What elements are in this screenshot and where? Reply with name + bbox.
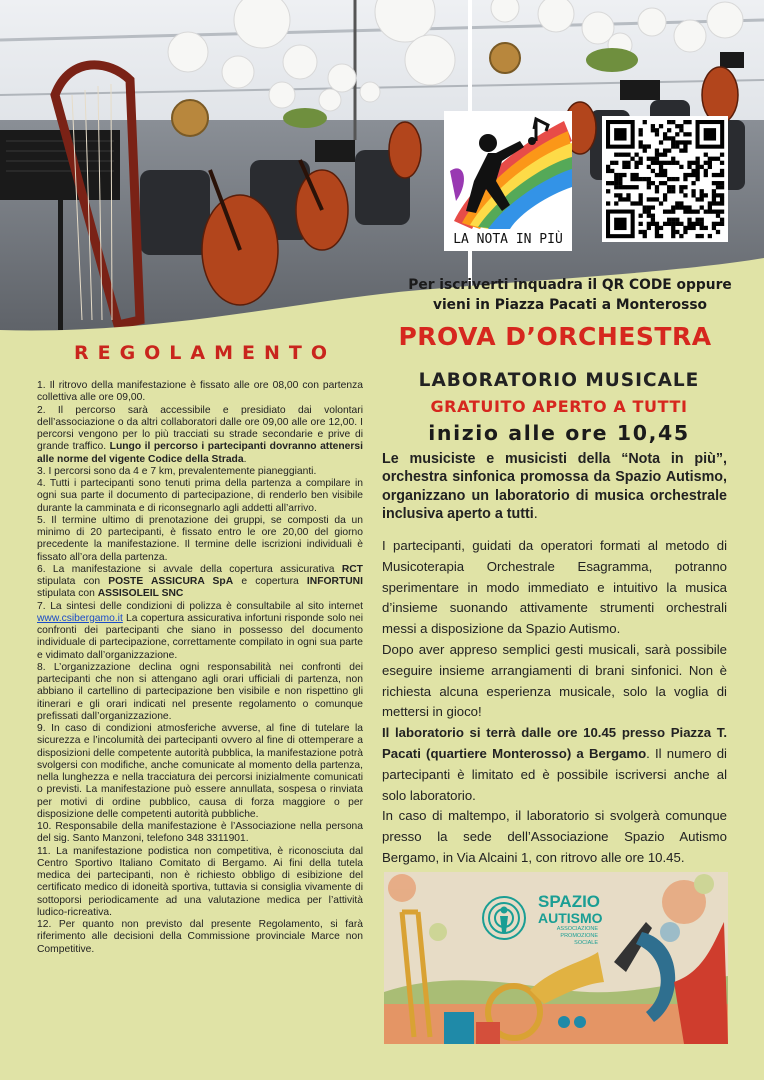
rule-item: 9. In caso di condizioni atmosferiche avverse, al fine di tutelare la sicurezza e l’incolumità dei partecipanti ovvero al fine di ottemperare a disposizioni delle competente autorità pubblica, la manifestazione potrà svolgersi con modifiche, anche comunicate al momento della partenza, nella lunghezza e nella tracciatura dei percorsi inizialmente comunicati o previsti. La manifestazione può essere annullata, sospesa o rinviata per motivi di ordine pubblico, causa di forza maggiore o per disposizione delle competenti autorità pubbliche. [37,723,363,820]
subscribe-instructions [385,275,755,315]
laboratorio-description [382,536,727,869]
rule-item: 8. L’organizzazione declina ogni responsabilità nei confronti dei partecipanti che non si attengano agli orari ufficiali di partenza, non abbiano il cartellino di partecipazione ben visibile e non rispettino gli itinerari e gli orari indicati nel presente regolamento o comunque prefissati dall’organizzazione. [37,661,363,722]
spazio-autismo-emblem-icon [480,894,528,942]
rule-item: 5. Il termine ultimo di prenotazione dei gruppi, se composti da un minimo di 20 partecipanti, è fissato entro le ore 20,00 del giorno precedente la manifestazione. Il termine delle iscrizioni individuali è fissato all’ora della partenza. [37,514,363,563]
rule-item: 11. La manifestazione podistica non competitiva, è riconosciuta dal Centro Sportivo Italiano Comitato di Bergamo. Ai fini della tutela medica dei partecipanti, non è richiesto obbligo di esibizione del certificato medico di idoneità sportiva, tuttavia si consiglia vivamente di sottoporsi periodicamente ad una valutazione medica per l’attività ludico-ricreativa. [37,845,363,918]
rule-item: 3. I percorsi sono da 4 e 7 km, prevalentemente pianeggianti. [37,465,317,477]
laboratorio-intro: Le musiciste e musicisti della “Nota in più”, orchestra sinfonica promossa da Spazio Autismo, organizzano un laboratorio di musica orchestrale inclusiva aperto a tutti. [382,451,727,522]
logo-text: LA NOTA IN PIÙ [453,232,563,247]
laboratorio-subtitle: GRATUITO APERTO A TUTTI [430,397,688,416]
rule-item: 6. La manifestazione si avvale della copertura assicurativa RCT stipulata con POSTE ASSICURA SpA e copertura INFORTUNI stipulata con ASSISOLEIL SNC [37,563,363,600]
logo-figure-icon [444,111,572,229]
event-title: PROVA D’ORCHESTRA [398,322,712,351]
rule-item: 12. Per quanto non previsto dal presente Regolamento, si farà riferimento alle decisioni della Commissione provinciale Marce non Competitive. [37,919,363,955]
spazio-name-1: SPAZIO [538,892,601,911]
la-nota-in-piu-logo [444,111,572,251]
regolamento-title: REGOLAMENTO [73,342,337,364]
rule-item: 2. Il percorso sarà accessibile e presidiato dai volontari dell’associazione o da altri collaboratori dalle ore 09,00 alle ore 12,00. I percorsi vengono per lo più tracciati su strade secondarie e prive di grande traffico. Lungo il percorso i partecipanti dovranno attenersi alle norme del vigente Codice della Strada. [37,404,363,465]
spazio-name-2: AUTISMO [538,910,603,926]
laboratorio-title: LABORATORIO MUSICALE [418,370,700,391]
paragraph: In caso di maltempo, il laboratorio si svolgerà comunque presso la sede dell’Associazione Spazio Autismo Bergamo, in Via Alcaini 1, con ritrovo alle ore 10.45. [382,808,727,865]
regolamento-list [37,380,363,956]
qr-code-icon [602,116,728,242]
paragraph: I partecipanti, guidati da operatori formati al metodo di Musicoterapia Orchestrale Esagramma, potranno sperimentare in modo immediato e intuitivo la musica d’insieme suonando attivamente strumenti orchestrali messi a disposizione da Spazio Autismo. [382,538,727,637]
rule-item: 10. Responsabile della manifestazione è l’Associazione nella persona del sig. Santo Manzoni, telefono 348 3311901. [37,821,363,845]
spazio-tagline-2: PROMOZIONE SOCIALE [560,933,598,946]
rule-item: 4. Tutti i partecipanti sono tenuti prima della partenza a compilare in ogni sua parte il documento di partecipazione, di renderlo ben visibile durante la camminata e di riconsegnarlo agli addetti all’arrivo. [37,478,363,514]
subscribe-line-2: vieni in Piazza Pacati a Monterosso [432,297,708,313]
laboratorio-time: inizio alle ore 10,45 [428,421,690,445]
spazio-tagline-1: ASSOCIAZIONE [556,926,598,932]
subscribe-line-1: Per iscriverti inquadra il QR CODE oppure [408,277,732,293]
paragraph: Dopo aver appreso semplici gesti musicali, sarà possibile eseguire insieme arrangiamenti di brani sinfonici. Non è richiesta alcuna esperienza musicale, solo la voglia di mettersi in gioco! [382,641,727,720]
qr-code[interactable] [602,116,728,242]
csi-bergamo-link[interactable]: www.csibergamo.it [37,612,123,624]
rule-item: 7. La sintesi delle condizioni di polizza è consultabile al sito internet www.csibergamo.it La copertura assicurativa infortuni risponde solo nei confronti dei partecipanti che siano in possesso del documento individuale di partecipazione, correttamente compilato in ogni sua parte e vidimato dall’organizzazione. [37,600,363,661]
spazio-autismo-logo [538,894,603,947]
rule-item: 1. Il ritrovo della manifestazione è fissato alle ore 08,00 con partenza collettiva alle ore 09,00. [37,380,363,404]
paragraph: Il laboratorio si terrà dalle ore 10.45 presso Piazza T. Pacati (quartiere Monterosso) a Bergamo. Il numero di partecipanti è limitato ed è possibile iscriversi anche al solo laboratorio. [382,725,727,803]
